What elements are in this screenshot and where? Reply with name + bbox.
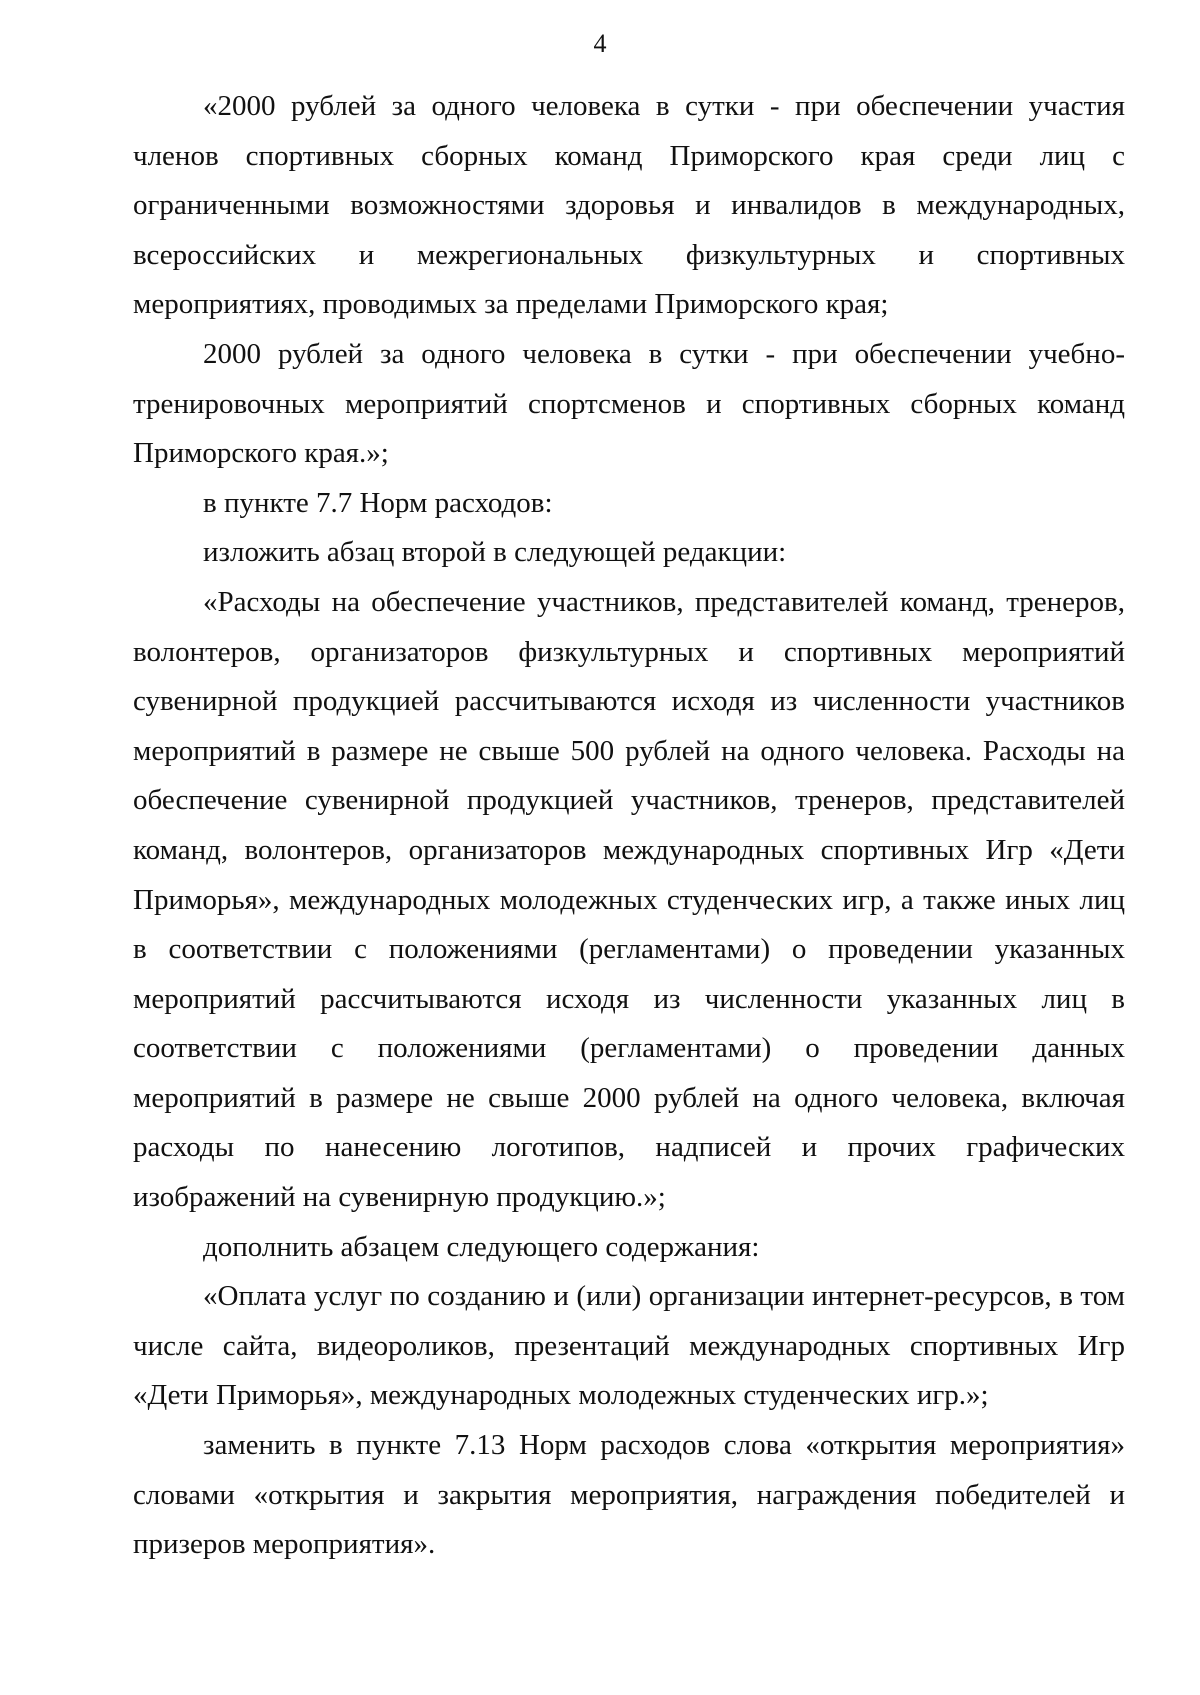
paragraph-cost-training-events: 2000 рублей за одного человека в сутки - при обеспечении учебно-тренировочных мероприятий спортсменов и спортивных сборных команд Приморского края.»; <box>133 337 1125 470</box>
paragraph-souvenir-expenses: «Расходы на обеспечение участников, представителей команд, тренеров, волонтеров, организаторов физкультурных и спортивных мероприятий сувенирной продукцией рассчитываются исходя из численности участников мероприятий в размере не свыше 500 рублей на одного человека. Расходы на обеспечение сувенирной продукцией участников, тренеров, представителей команд, волонтеров, организаторов международных спортивных Игр «Дети Приморья», международных молодежных студенческих игр, а также иных лиц в соответствии с положениями (регламентами) о проведении указанных мероприятий рассчитываются исходя из численности указанных лиц в соответствии с положениями (регламентами) о проведении данных мероприятий в размере не свыше 2000 рублей на одного человека, включая расходы по нанесению логотипов, надписей и прочих графических изображений на сувенирную продукцию.»; <box>133 585 1125 1214</box>
paragraph-cost-disabled-athletes: «2000 рублей за одного человека в сутки - при обеспечении участия членов спортивных сборных команд Приморского края среди лиц с ограниченными возможностями здоровья и инвалидов в международных, всероссийских и межрегиональных физкультурных и спортивных мероприятиях, проводимых за пределами Приморского края; <box>133 90 1125 321</box>
document-body <box>133 82 1125 1570</box>
paragraph-clause-7-13: заменить в пункте 7.13 Норм расходов слова «открытия мероприятия» словами «открытия и закрытия мероприятия, награждения победителей и призеров мероприятия». <box>133 1429 1125 1561</box>
paragraph-clause-7-7: в пункте 7.7 Норм расходов: <box>203 486 553 519</box>
paragraph-restate-second-paragraph: изложить абзац второй в следующей редакции: <box>203 536 787 569</box>
page-number: 4 <box>593 29 607 58</box>
paragraph-internet-resources: «Оплата услуг по созданию и (или) организации интернет-ресурсов, в том числе сайта, видеороликов, презентаций международных спортивных Игр «Дети Приморья», международных молодежных студенческих игр.»; <box>133 1280 1125 1412</box>
paragraph-add-paragraph: дополнить абзацем следующего содержания: <box>203 1230 760 1263</box>
